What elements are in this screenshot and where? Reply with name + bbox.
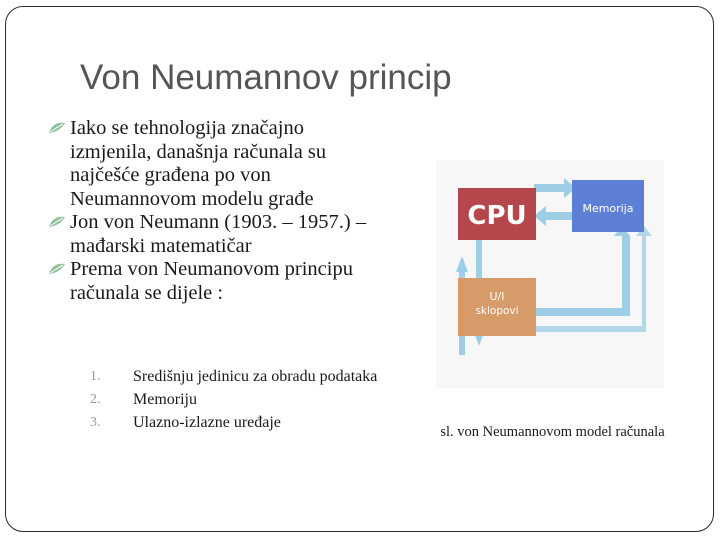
io-label-line2: sklopovi <box>475 305 519 317</box>
leaf-bullet-icon <box>48 215 66 229</box>
von-neumann-diagram <box>436 160 664 388</box>
item-text: Ulazno-izlazne uređaje <box>133 414 281 431</box>
numbered-item <box>90 366 380 388</box>
slide-title: Von Neumannov princip <box>80 58 452 97</box>
item-text: Memoriju <box>133 391 197 408</box>
numbered-item <box>90 412 380 434</box>
item-number: 3. <box>90 415 101 430</box>
item-text: Središnju jedinicu za obradu podataka <box>133 368 378 385</box>
numbered-item <box>90 389 380 411</box>
memory-label: Memorija <box>582 202 634 215</box>
bullet-item <box>48 211 388 258</box>
item-number: 2. <box>90 392 101 407</box>
bullet-text: Jon von Neumann (1903. – 1957.) – mađarski matematičar <box>70 211 367 257</box>
numbered-list <box>90 366 380 435</box>
bullet-item <box>48 117 388 211</box>
io-label-line1: U/I <box>489 290 505 303</box>
item-number: 1. <box>90 369 101 384</box>
leaf-bullet-icon <box>48 121 66 135</box>
leaf-bullet-icon <box>48 262 66 276</box>
bullet-list <box>48 117 388 305</box>
figure-caption: sl. von Neumannovom model računala <box>440 424 665 440</box>
bullet-text: Iako se tehnologija značajno izmjenila, današnja računala su najčešće građena po von Neumannovom modelu građe <box>70 117 327 210</box>
bullet-text: Prema von Neumanovom principu računala se dijele : <box>70 258 353 304</box>
cpu-label: CPU <box>467 201 527 231</box>
bullet-item <box>48 258 388 305</box>
